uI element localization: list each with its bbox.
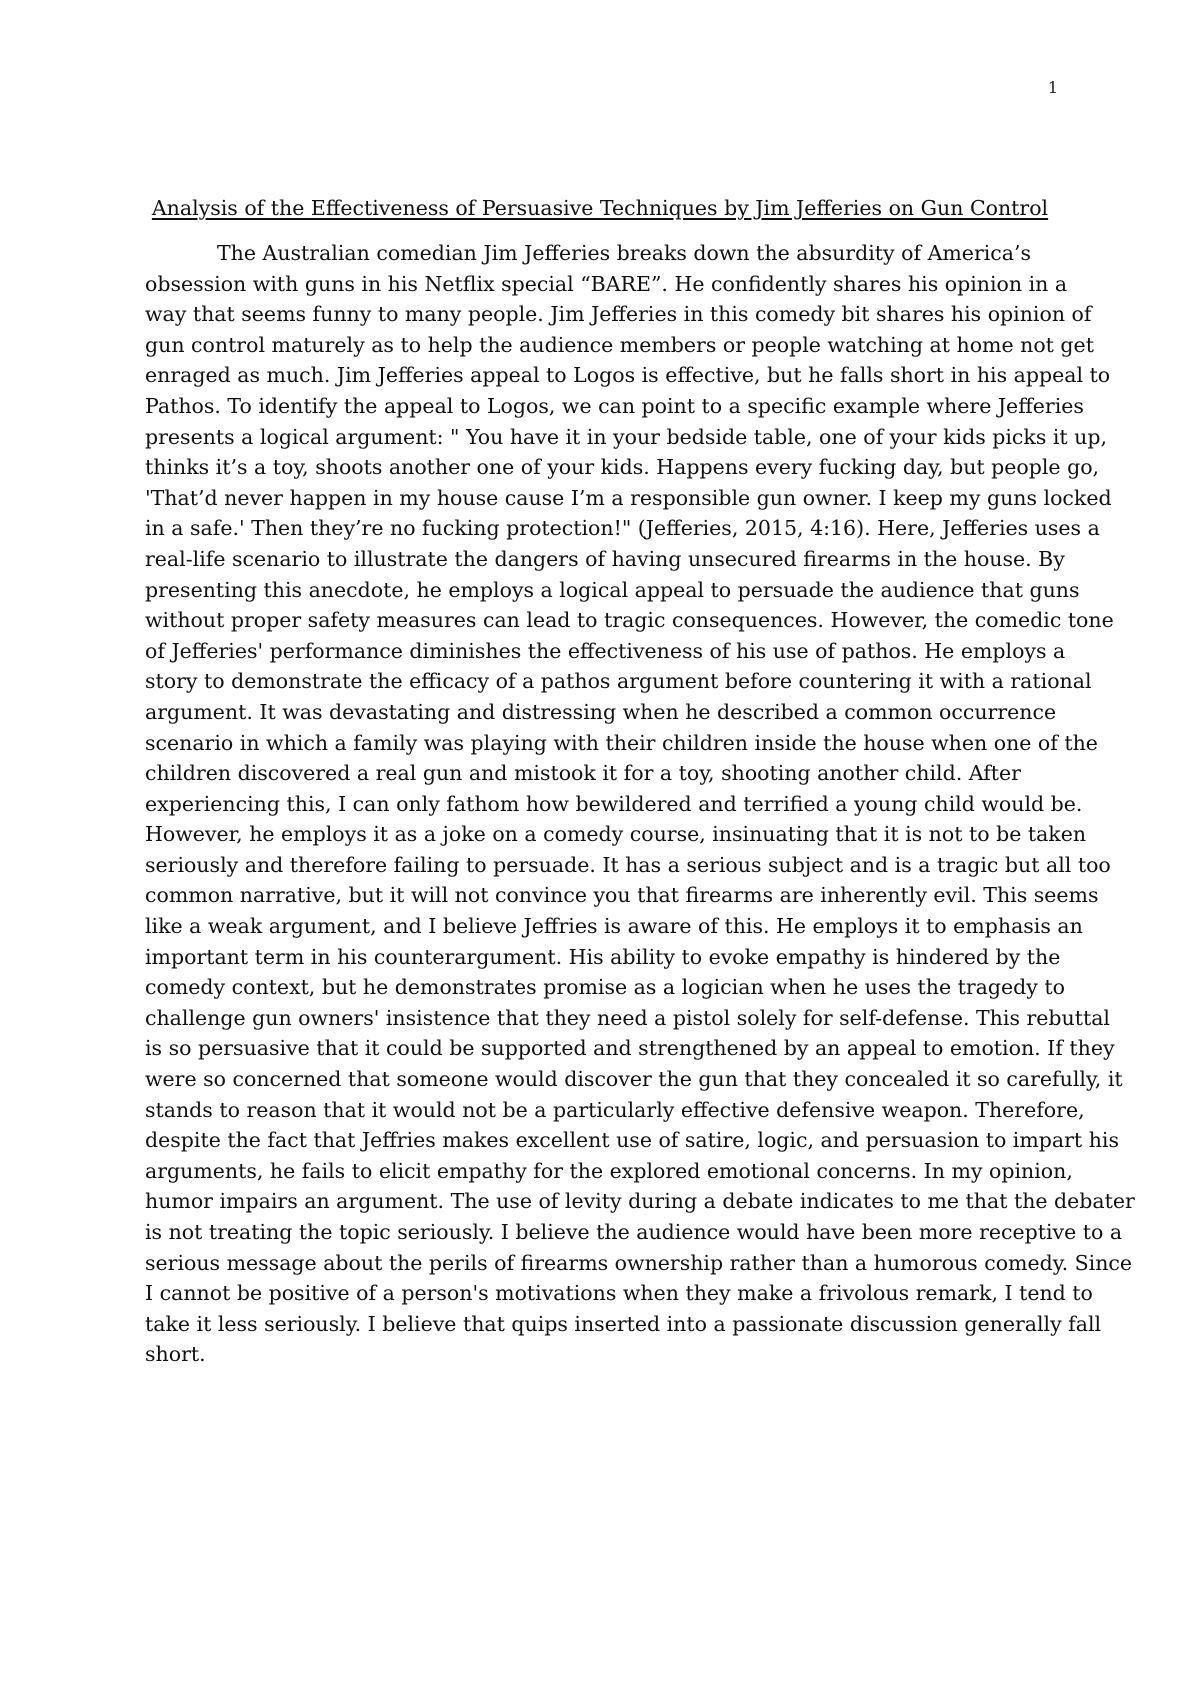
body-line: thinks it’s a toy, shoots another one of your kids. Happens every fucking day, but people go, <box>145 455 1100 480</box>
body-line: in a safe.' Then they’re no fucking protection!" (Jefferies, 2015, 4:16). Here, Jefferies uses a <box>145 516 1100 541</box>
body-line: The Australian comedian Jim Jefferies breaks down the absurdity of America’s <box>217 241 1032 265</box>
body-line: real-life scenario to illustrate the dangers of having unsecured firearms in the house. By <box>145 546 1065 571</box>
body-line: Pathos. To identify the appeal to Logos, we can point to a specific example where Jefferies <box>145 393 1084 418</box>
body-line: without proper safety measures can lead to tragic consequences. However, the comedic tone <box>145 608 1114 633</box>
body-line: short. <box>145 1342 206 1367</box>
body-line: However, he employs it as a joke on a comedy course, insinuating that it is not to be taken <box>145 822 1087 847</box>
body-line: common narrative, but it will not convince you that firearms are inherently evil. This seems <box>145 883 1099 908</box>
body-line: like a weak argument, and I believe Jeffries is aware of this. He employs it to emphasis an <box>145 914 1083 939</box>
body-line: important term in his counterargument. His ability to evoke empathy is hindered by the <box>145 944 1061 969</box>
body-line: despite the fact that Jeffries makes excellent use of satire, logic, and persuasion to impart his <box>145 1128 1119 1153</box>
document-title: Analysis of the Effectiveness of Persuasive Techniques by Jim Jefferies on Gun Control <box>151 196 1049 220</box>
body-line: serious message about the perils of firearms ownership rather than a humorous comedy. Since <box>145 1250 1133 1275</box>
body-line: stands to reason that it would not be a particularly effective defensive weapon. Therefore, <box>145 1097 1085 1122</box>
page-number: 1 <box>1047 78 1058 97</box>
body-line: were so concerned that someone would discover the gun that they concealed it so carefully, it <box>145 1067 1123 1092</box>
body-line: challenge gun owners' insistence that they need a pistol solely for self-defense. This rebuttal <box>145 1005 1110 1030</box>
body-line: story to demonstrate the efficacy of a pathos argument before countering it with a rational <box>145 669 1092 694</box>
body-line: children discovered a real gun and mistook it for a toy, shooting another child. After <box>145 761 1021 786</box>
body-line: humor impairs an argument. The use of levity during a debate indicates to me that the debater <box>145 1189 1135 1214</box>
body-line: take it less seriously. I believe that quips inserted into a passionate discussion generally fall <box>145 1311 1102 1336</box>
body-line: argument. It was devastating and distressing when he described a common occurrence <box>145 699 1057 724</box>
body-paragraph <box>145 238 1135 1370</box>
body-line: gun control maturely as to help the audience members or people watching at home not get <box>145 332 1094 357</box>
body-line: of Jefferies' performance diminishes the effectiveness of his use of pathos. He employs a <box>145 638 1066 663</box>
body-line: is not treating the topic seriously. I believe the audience would have been more receptive to a <box>145 1220 1123 1244</box>
body-line: obsession with guns in his Netflix special “BARE”. He confidently shares his opinion in a <box>145 271 1068 296</box>
body-line: way that seems funny to many people. Jim Jefferies in this comedy bit shares his opinion of <box>145 302 1092 327</box>
body-line: comedy context, but he demonstrates promise as a logician when he uses the tragedy to <box>145 975 1065 1000</box>
body-line: seriously and therefore failing to persuade. It has a serious subject and is a tragic but all too <box>145 852 1111 877</box>
body-line: enraged as much. Jim Jefferies appeal to Logos is effective, but he falls short in his appeal to <box>145 363 1111 388</box>
body-line: presenting this anecdote, he employs a logical appeal to persuade the audience that guns <box>145 577 1080 602</box>
body-line: 'That’d never happen in my house cause I’m a responsible gun owner. I keep my guns locked <box>145 485 1112 510</box>
body-line: presents a logical argument: " You have it in your bedside table, one of your kids picks it up, <box>145 424 1108 449</box>
body-line: is so persuasive that it could be supported and strengthened by an appeal to emotion. If they <box>145 1036 1115 1061</box>
body-line: I cannot be positive of a person's motivations when they make a frivolous remark, I tend to <box>145 1281 1093 1306</box>
body-line: arguments, he fails to elicit empathy for the explored emotional concerns. In my opinion, <box>145 1158 1073 1183</box>
body-line: scenario in which a family was playing with their children inside the house when one of the <box>145 730 1098 755</box>
body-line: experiencing this, I can only fathom how bewildered and terrified a young child would be. <box>145 791 1083 816</box>
